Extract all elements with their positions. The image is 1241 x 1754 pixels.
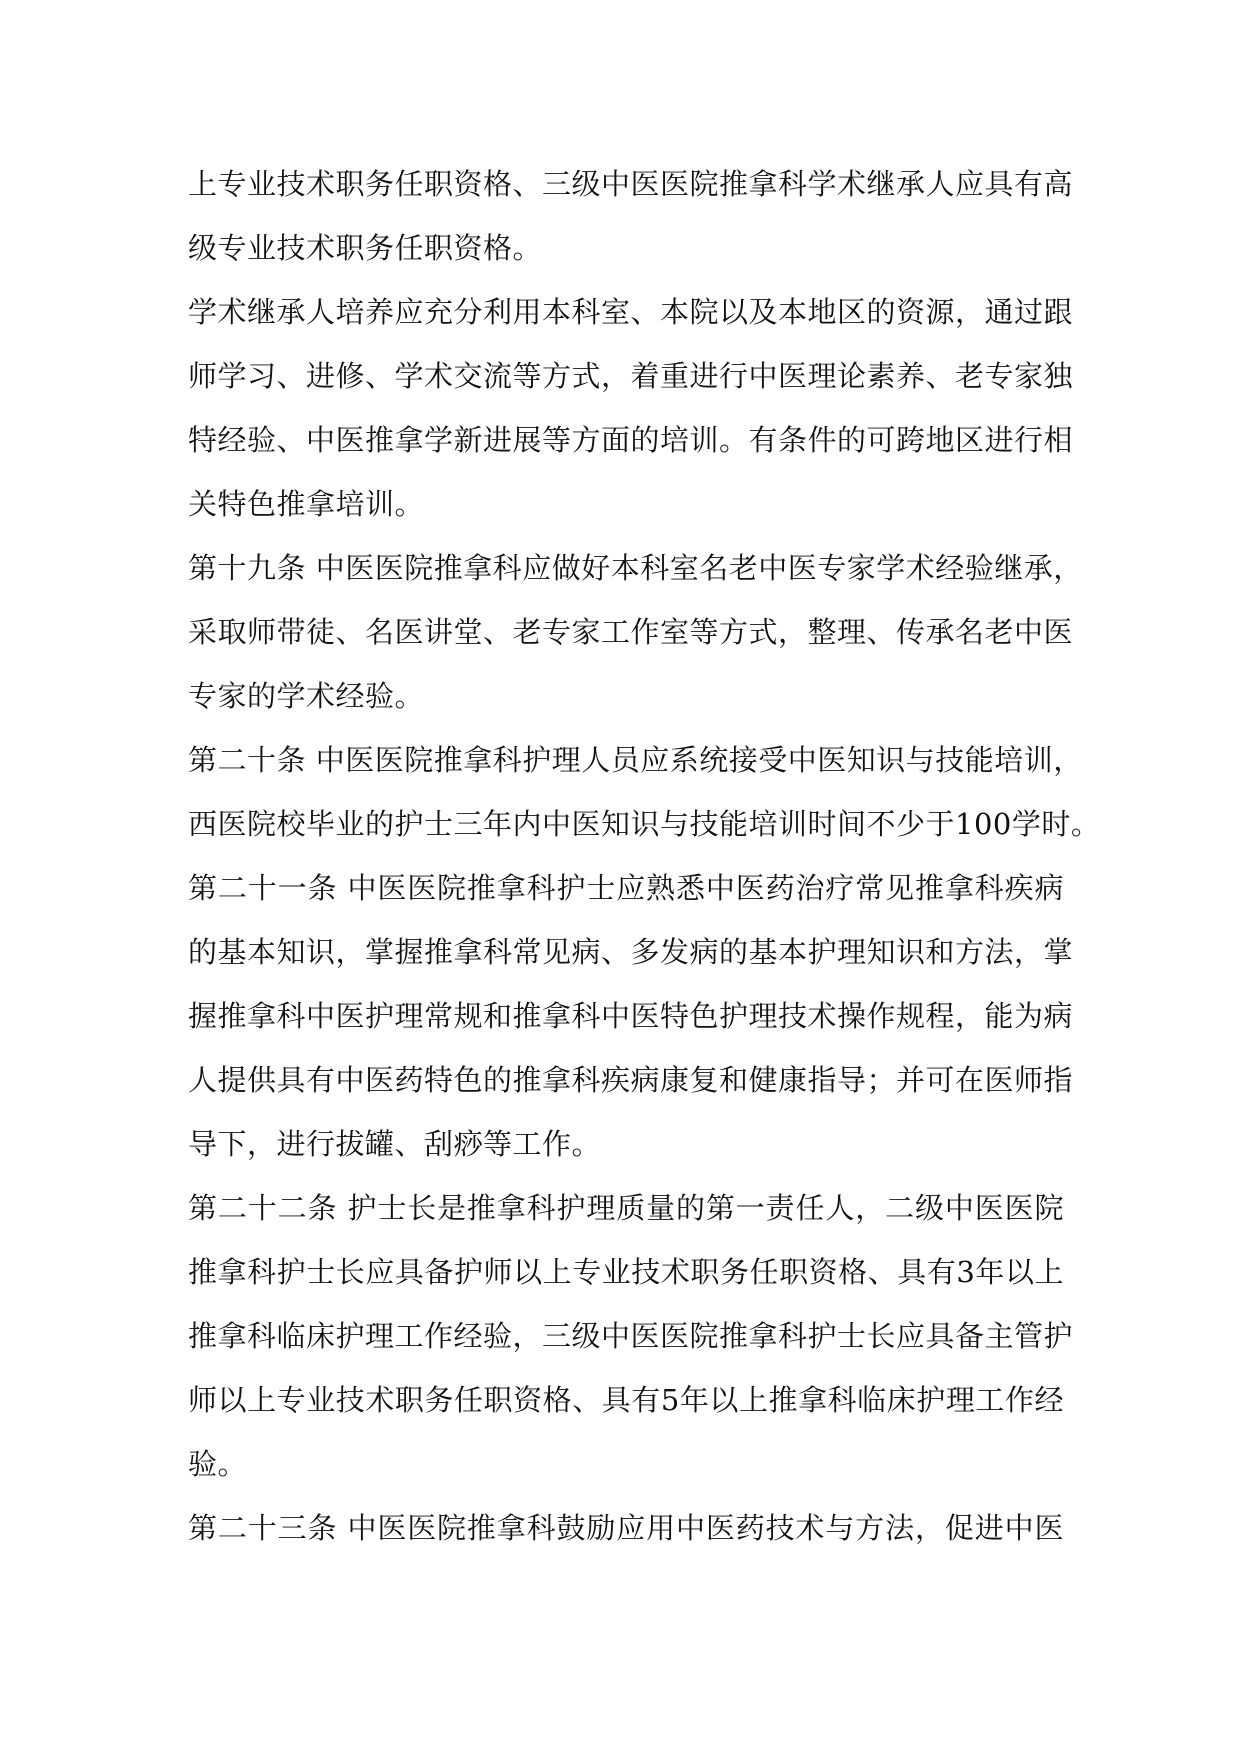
text-line: 的基本知识，掌握推拿科常见病、多发病的基本护理知识和方法，掌 bbox=[188, 935, 1074, 969]
text-line: 上专业技术职务任职资格、三级中医医院推拿科学术继承人应具有高 bbox=[188, 167, 1074, 201]
text-line: 采取师带徒、名医讲堂、老专家工作室等方式，整理、传承名老中医 bbox=[188, 615, 1074, 649]
text-line: 验。 bbox=[188, 1447, 248, 1481]
text-line: 推拿科临床护理工作经验，三级中医医院推拿科护士长应具备主管护 bbox=[188, 1319, 1074, 1353]
text-line: 师以上专业技术职务任职资格、具有5年以上推拿科临床护理工作经 bbox=[188, 1383, 1064, 1417]
text-line: 西医院校毕业的护士三年内中医知识与技能培训时间不少于100学时。 bbox=[188, 807, 1101, 841]
text-line: 师学习、进修、学术交流等方式，着重进行中医理论素养、老专家独 bbox=[188, 359, 1074, 393]
article-23 bbox=[188, 1496, 1064, 1560]
document-body bbox=[188, 152, 1101, 1560]
text-line: 第二十二条 护士长是推拿科护理质量的第一责任人，二级中医医院 bbox=[188, 1191, 1064, 1225]
text-line: 人提供具有中医药特色的推拿科疾病康复和健康指导；并可在医师指 bbox=[188, 1063, 1074, 1097]
text-line: 专家的学术经验。 bbox=[188, 679, 425, 713]
text-line: 导下，进行拔罐、刮痧等工作。 bbox=[188, 1127, 602, 1161]
text-line: 学术继承人培养应充分利用本科室、本院以及本地区的资源，通过跟 bbox=[188, 295, 1074, 329]
text-line: 第二十一条 中医医院推拿科护士应熟悉中医药治疗常见推拿科疾病 bbox=[188, 871, 1064, 905]
text-line: 推拿科护士长应具备护师以上专业技术职务任职资格、具有3年以上 bbox=[188, 1255, 1064, 1289]
article-19 bbox=[188, 536, 1083, 728]
text-line: 第十九条 中医医院推拿科应做好本科室名老中医专家学术经验继承， bbox=[188, 551, 1083, 585]
text-line: 关特色推拿培训。 bbox=[188, 487, 425, 521]
paragraph-successor-training bbox=[188, 280, 1074, 536]
text-line: 第二十条 中医医院推拿科护理人员应系统接受中医知识与技能培训， bbox=[188, 743, 1083, 777]
text-line: 第二十三条 中医医院推拿科鼓励应用中医药技术与方法，促进中医 bbox=[188, 1511, 1064, 1545]
article-20 bbox=[188, 728, 1101, 856]
article-21 bbox=[188, 856, 1074, 1176]
text-line: 握推拿科中医护理常规和推拿科中医特色护理技术操作规程，能为病 bbox=[188, 999, 1074, 1033]
article-22 bbox=[188, 1176, 1074, 1496]
text-line: 级专业技术职务任职资格。 bbox=[188, 231, 543, 265]
paragraph-qualification-continued bbox=[188, 152, 1074, 280]
text-line: 特经验、中医推拿学新进展等方面的培训。有条件的可跨地区进行相 bbox=[188, 423, 1074, 457]
